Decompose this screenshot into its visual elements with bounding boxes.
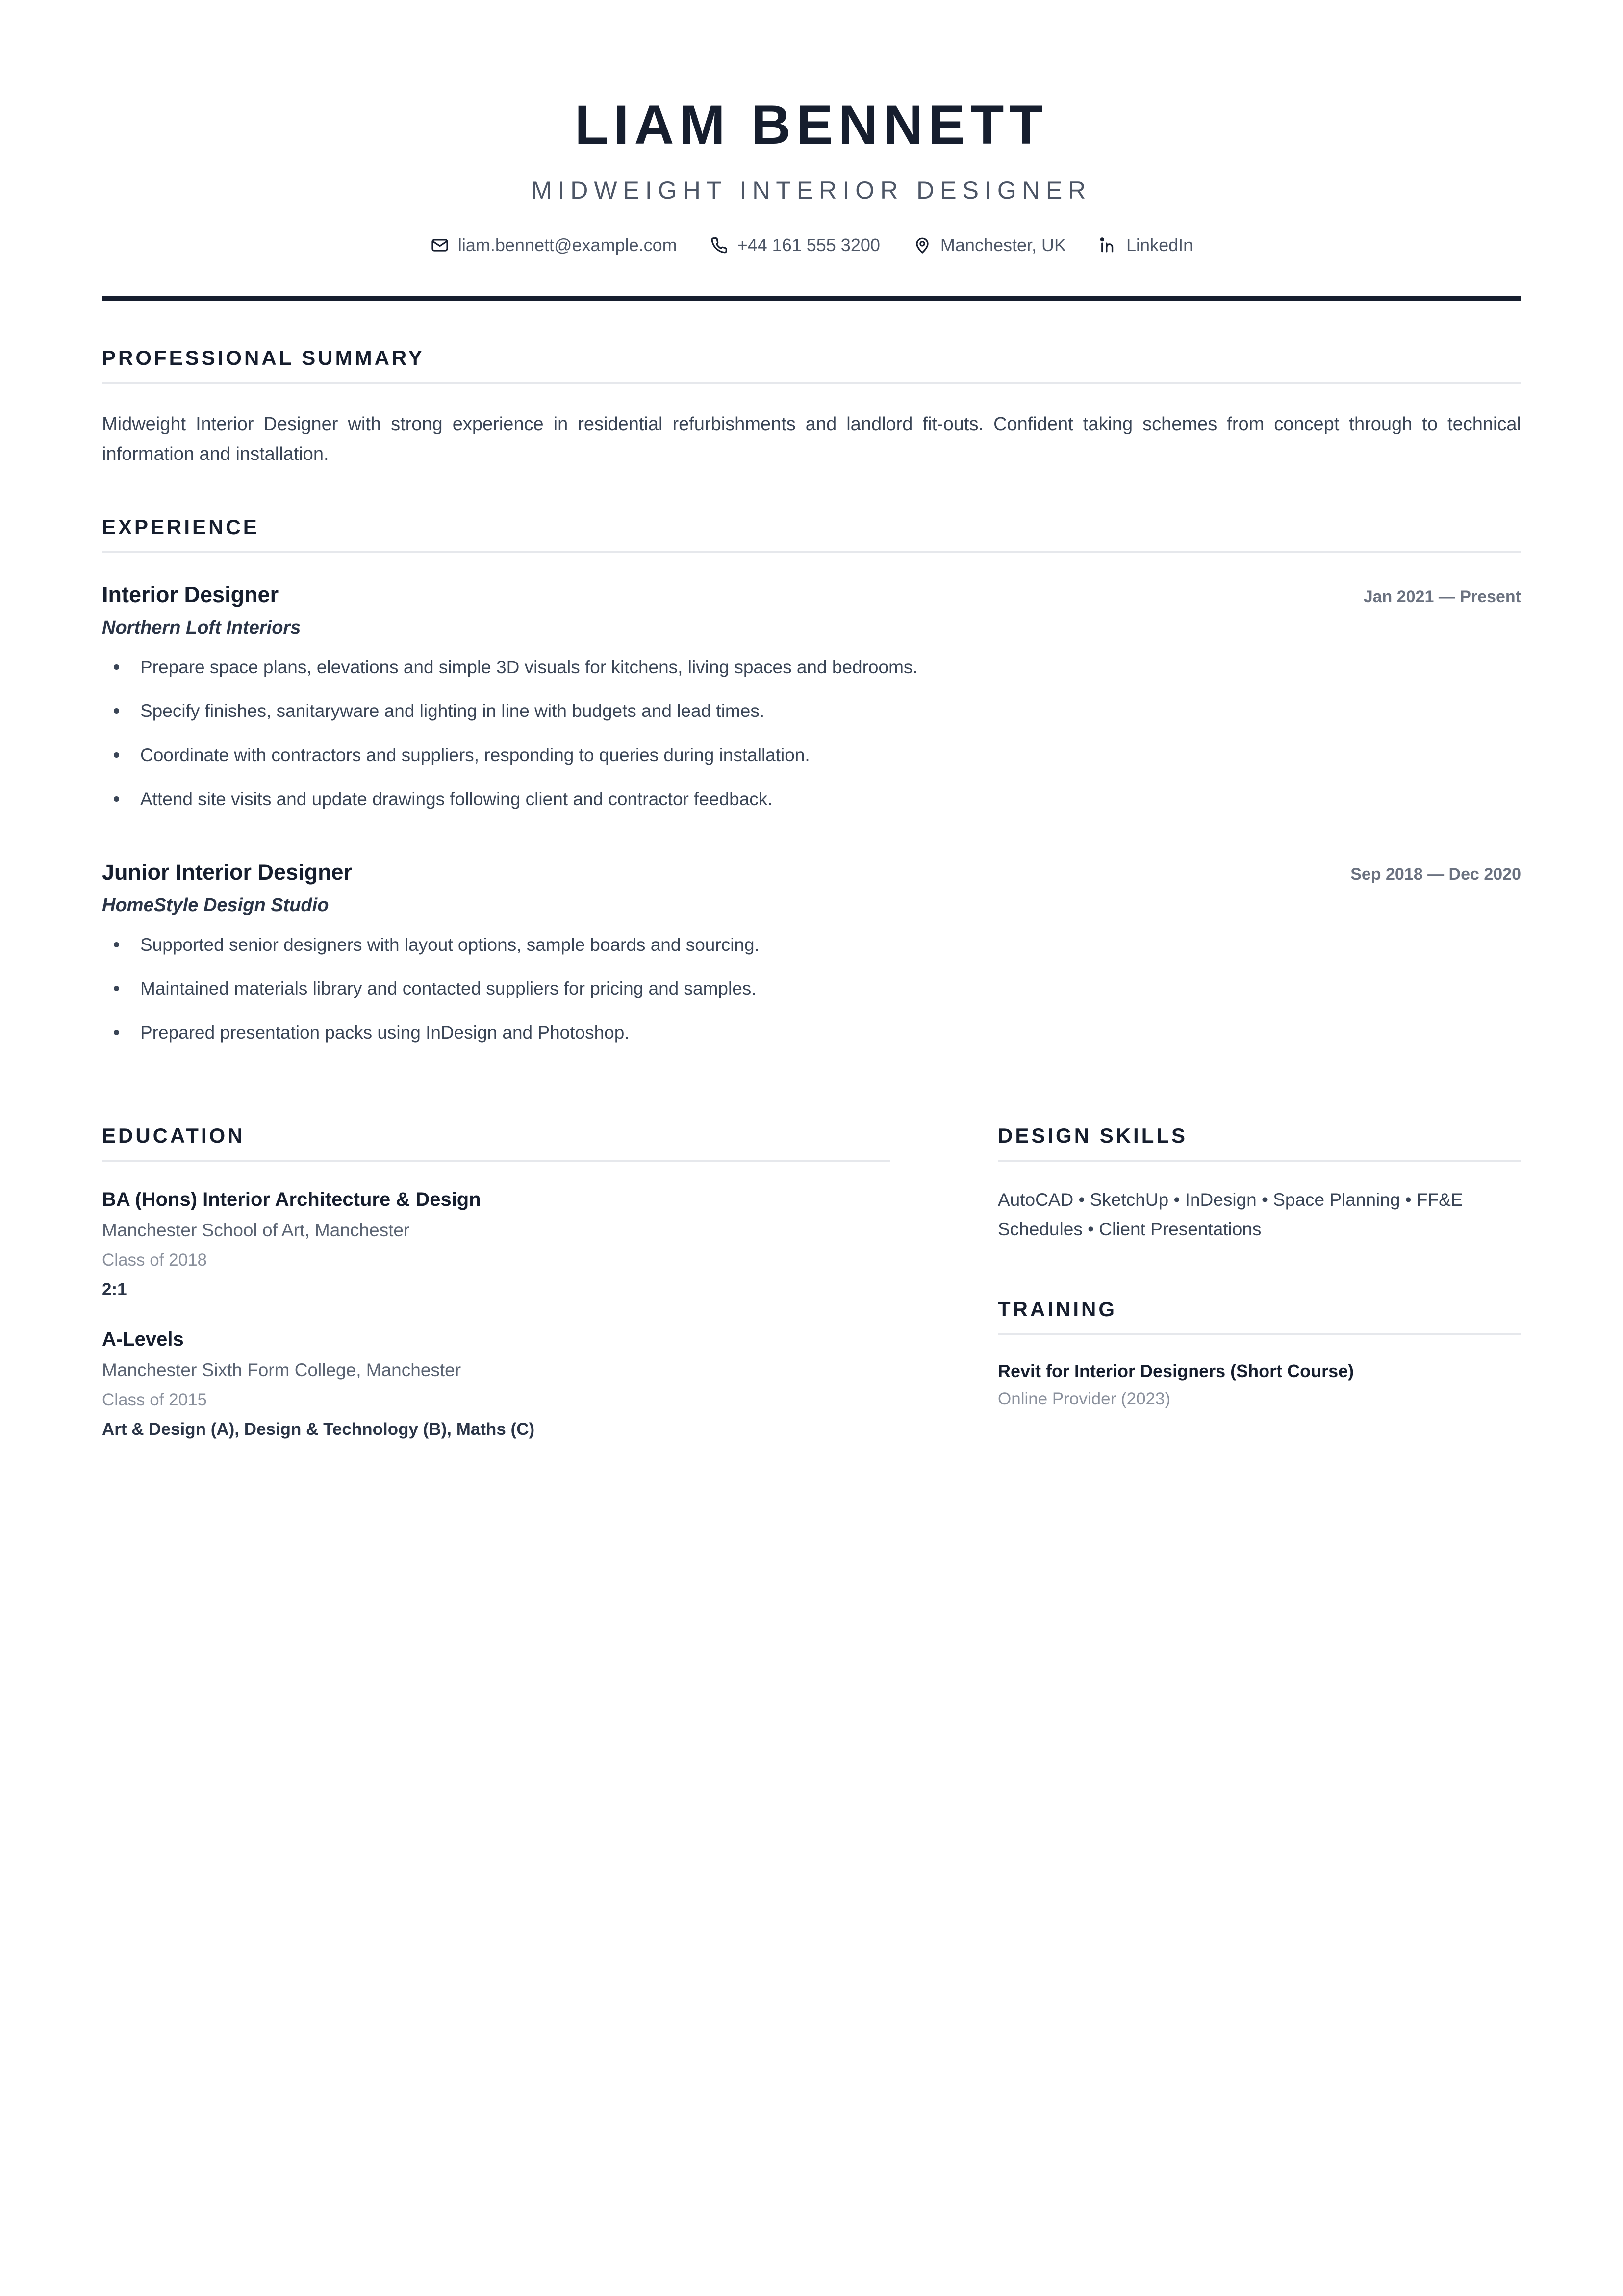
section-divider xyxy=(998,1333,1521,1335)
resume-header xyxy=(102,0,1521,301)
candidate-title: MIDWEIGHT INTERIOR DESIGNER xyxy=(531,176,1092,204)
training-meta: Online Provider (2023) xyxy=(998,1389,1171,1408)
bullet-dot-icon xyxy=(114,708,119,714)
contact-phone[interactable] xyxy=(710,235,880,255)
list-item xyxy=(102,932,1521,958)
experience-header xyxy=(102,582,1521,608)
bullet-text: Maintained materials library and contacted suppliers for pricing and samples. xyxy=(140,978,757,999)
list-item xyxy=(102,786,1521,813)
education-school: Manchester Sixth Form College, Manchester xyxy=(102,1360,461,1380)
bottom-columns xyxy=(102,1124,1521,1440)
experience-item xyxy=(102,582,1521,812)
list-item xyxy=(102,975,1521,1002)
experience-header xyxy=(102,859,1521,886)
section-title-skills: DESIGN SKILLS xyxy=(998,1123,1188,1147)
section-experience xyxy=(102,516,1521,1046)
bullet-text: Prepared presentation packs using InDesign and Photoshop. xyxy=(140,1022,630,1043)
experience-role: Interior Designer xyxy=(102,582,279,608)
section-title-training: TRAINING xyxy=(998,1297,1117,1321)
candidate-name: LIAM BENNETT xyxy=(575,94,1048,155)
section-title-experience: EXPERIENCE xyxy=(102,515,259,538)
experience-bullets xyxy=(102,932,1521,1046)
contact-email[interactable] xyxy=(430,235,677,255)
experience-company: HomeStyle Design Studio xyxy=(102,895,329,916)
phone-icon xyxy=(710,235,729,255)
experience-company: Northern Loft Interiors xyxy=(102,617,301,638)
contact-location xyxy=(913,235,1066,255)
header-divider xyxy=(102,296,1521,301)
education-item xyxy=(102,1187,890,1301)
contact-location-label: Manchester, UK xyxy=(940,234,1066,255)
map-pin-icon xyxy=(913,235,932,255)
section-design-skills xyxy=(998,1124,1521,1244)
linkedin-icon xyxy=(1098,235,1118,255)
bullet-text: Attend site visits and update drawings following client and contractor feedback. xyxy=(140,789,773,809)
education-year: Class of 2018 xyxy=(102,1250,207,1270)
bullet-dot-icon xyxy=(114,752,119,758)
bullet-dot-icon xyxy=(114,942,119,947)
list-item xyxy=(102,698,1521,724)
training-name: Revit for Interior Designers (Short Course) xyxy=(998,1360,1354,1381)
section-divider xyxy=(102,382,1521,384)
education-item xyxy=(102,1327,890,1440)
bullet-dot-icon xyxy=(114,796,119,802)
list-item xyxy=(102,1020,1521,1046)
education-grade: 2:1 xyxy=(102,1279,127,1299)
experience-dates: Sep 2018 — Dec 2020 xyxy=(1350,865,1521,884)
contact-row xyxy=(102,235,1521,255)
section-education xyxy=(102,1124,890,1440)
skills-training-column xyxy=(998,1124,1521,1410)
section-title-education: EDUCATION xyxy=(102,1123,245,1147)
education-year: Class of 2015 xyxy=(102,1390,207,1410)
experience-bullets xyxy=(102,654,1521,813)
experience-dates: Jan 2021 — Present xyxy=(1363,587,1521,607)
training-item xyxy=(998,1360,1521,1410)
section-divider xyxy=(998,1160,1521,1162)
contact-linkedin-label: LinkedIn xyxy=(1126,234,1193,255)
bullet-dot-icon xyxy=(114,1030,119,1035)
contact-phone-label: +44 161 555 3200 xyxy=(737,234,880,255)
list-item xyxy=(102,654,1521,681)
section-professional-summary xyxy=(102,347,1521,470)
envelope-icon xyxy=(430,235,450,255)
education-school: Manchester School of Art, Manchester xyxy=(102,1220,410,1240)
skills-text: AutoCAD • SketchUp • InDesign • Space Planning • FF&E Schedules • Client Presentations xyxy=(998,1189,1463,1239)
section-training xyxy=(998,1298,1521,1410)
section-divider xyxy=(102,1160,890,1162)
contact-linkedin[interactable] xyxy=(1098,235,1193,255)
bullet-dot-icon xyxy=(114,986,119,991)
bullet-text: Supported senior designers with layout options, sample boards and sourcing. xyxy=(140,934,760,955)
education-grade: Art & Design (A), Design & Technology (B), Maths (C) xyxy=(102,1419,535,1439)
bullet-text: Prepare space plans, elevations and simple 3D visuals for kitchens, living spaces and bedrooms. xyxy=(140,657,918,677)
list-item xyxy=(102,742,1521,768)
education-column xyxy=(102,1124,890,1440)
education-degree: BA (Hons) Interior Architecture & Design xyxy=(102,1188,481,1210)
summary-text: Midweight Interior Designer with strong experience in residential refurbishments and landlord fit-outs. Confident taking schemes from concept through to technical information and installation. xyxy=(102,413,1521,465)
experience-role: Junior Interior Designer xyxy=(102,860,353,885)
section-divider xyxy=(102,551,1521,553)
bullet-text: Coordinate with contractors and suppliers, responding to queries during installation. xyxy=(140,744,810,765)
contact-email-label: liam.bennett@example.com xyxy=(457,234,677,255)
experience-item xyxy=(102,859,1521,1046)
education-degree: A-Levels xyxy=(102,1328,184,1351)
bullet-dot-icon xyxy=(114,664,119,670)
section-title-summary: PROFESSIONAL SUMMARY xyxy=(102,346,425,369)
bullet-text: Specify finishes, sanitaryware and lighting in line with budgets and lead times. xyxy=(140,701,765,721)
